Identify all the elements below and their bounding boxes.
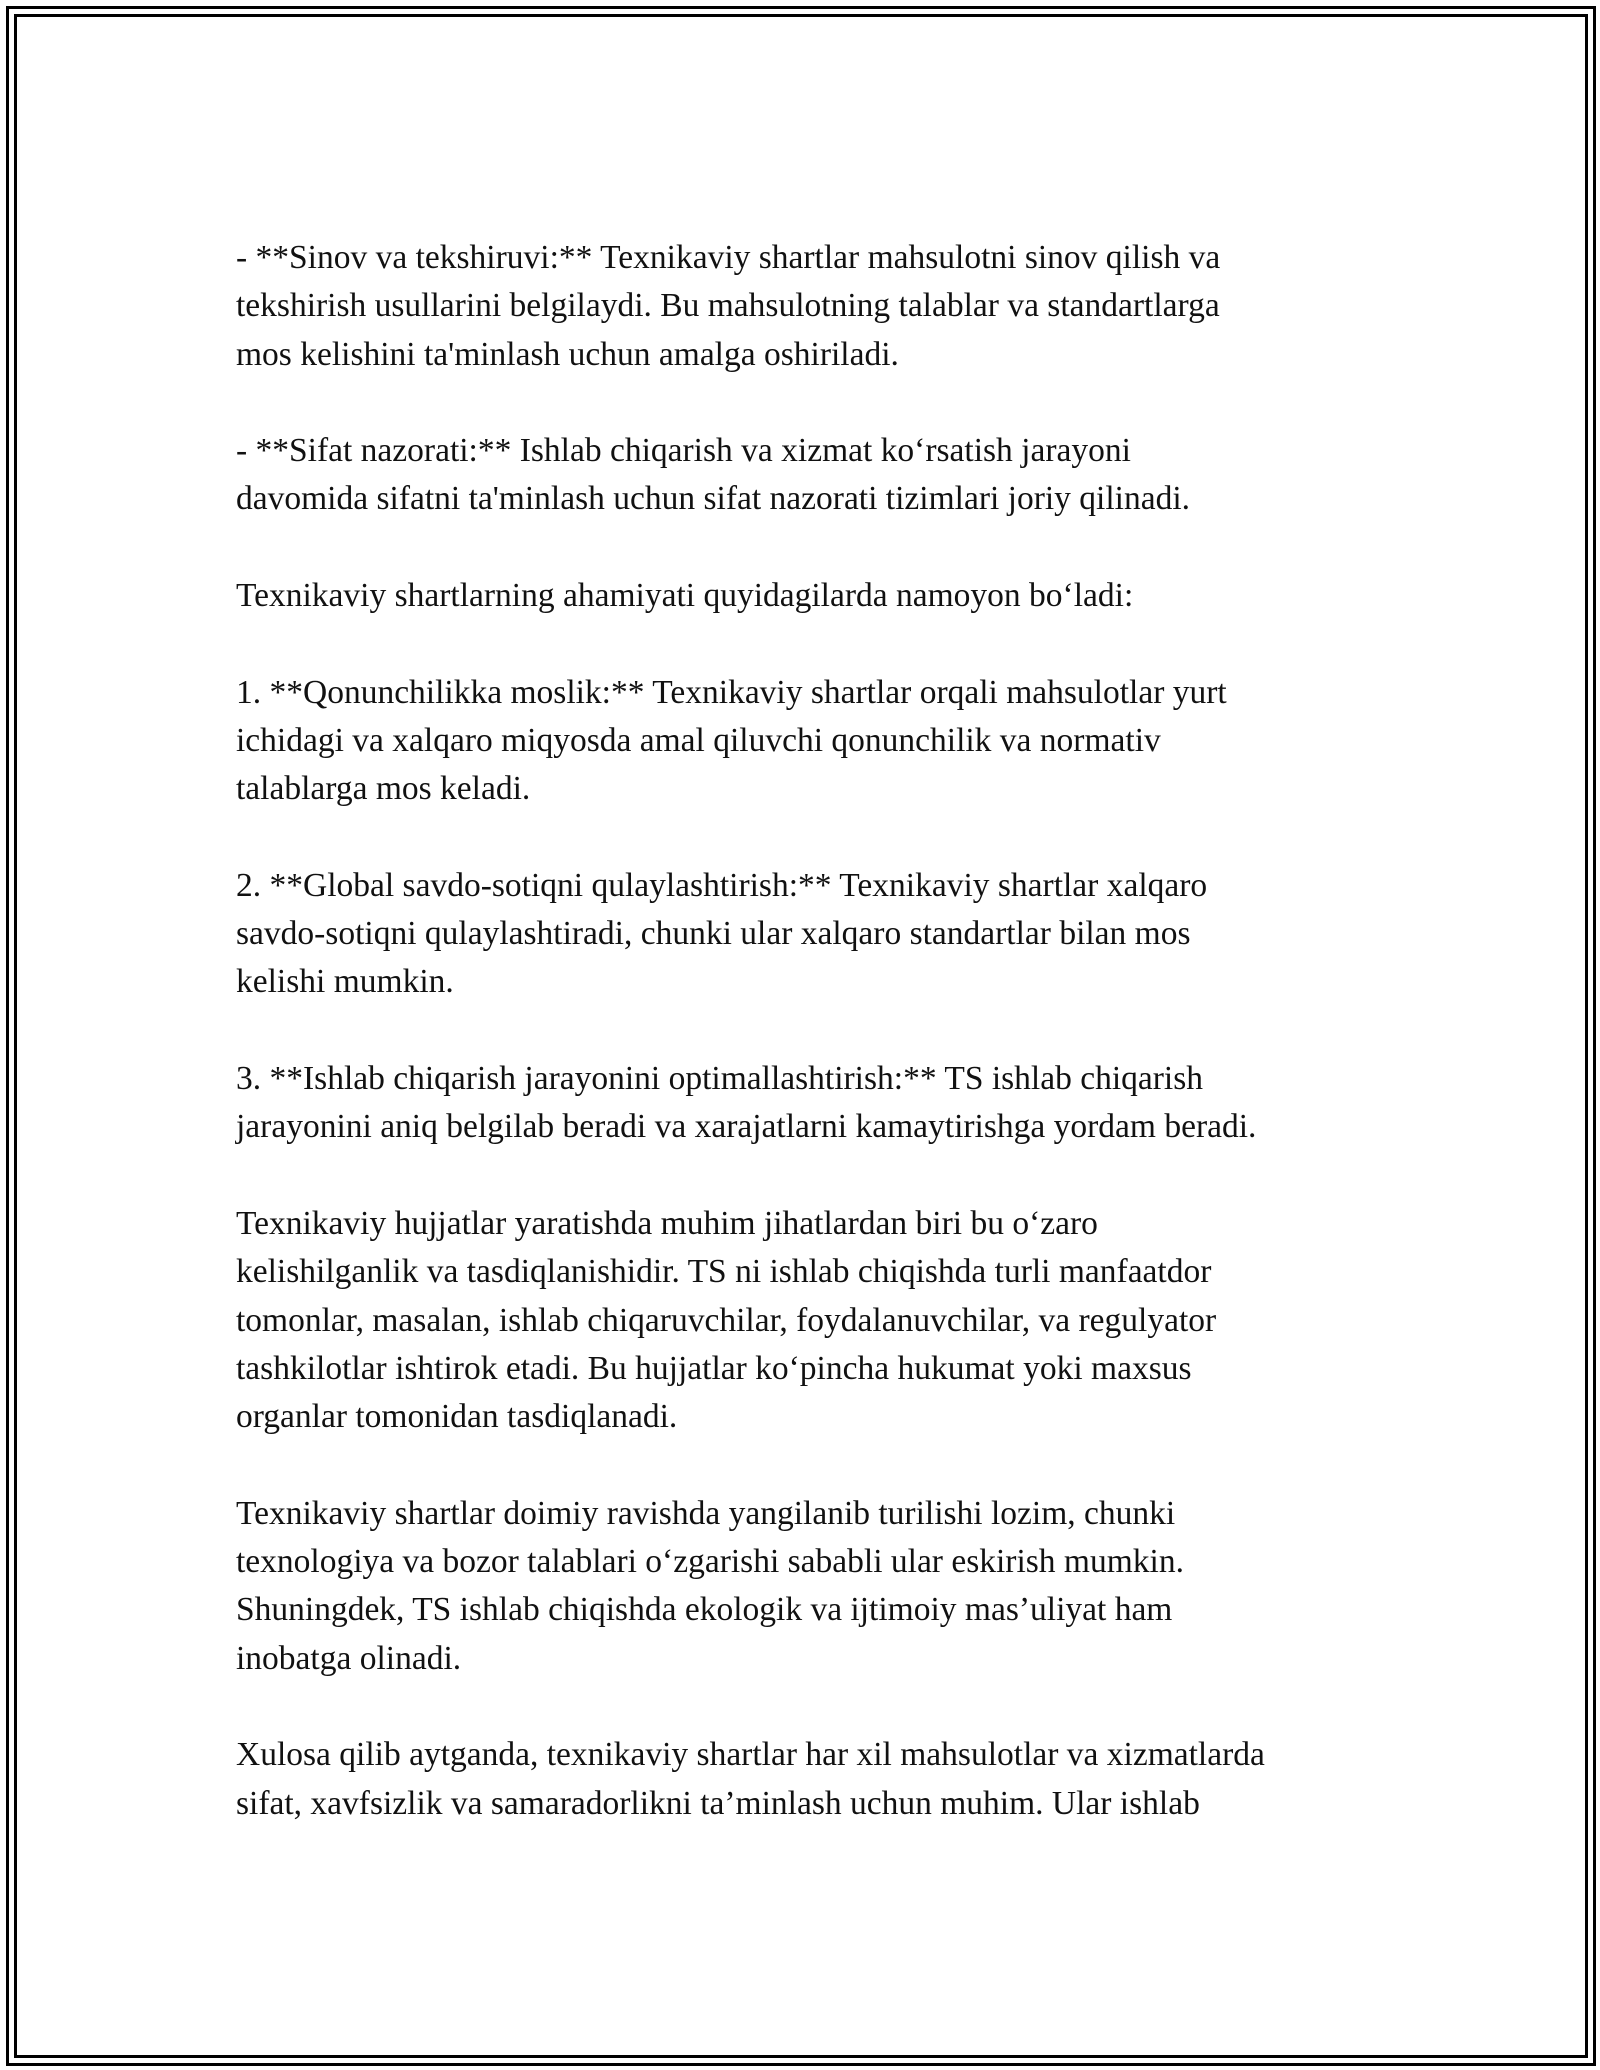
text-line: inobatga olinadi. xyxy=(236,1639,462,1677)
text-line: tomonlar, masalan, ishlab chiqaruvchilar, foydalanuvchilar, va regulyator xyxy=(236,1301,1217,1339)
paragraph-ahamiyati-intro xyxy=(236,572,1386,620)
text-line: talablarga mos keladi. xyxy=(236,770,531,808)
text-line: - **Sinov va tekshiruvi:** Texnikaviy shartlar mahsulotni sinov qilish va xyxy=(236,239,1221,276)
paragraph-sifat-nazorati xyxy=(236,427,1386,524)
text-line: Texnikaviy hujjatlar yaratishda muhim jihatlardan biri bu o‘zaro xyxy=(236,1204,1098,1242)
text-line: 1. **Qonunchilikka moslik:** Texnikaviy shartlar orqali mahsulotlar yurt xyxy=(236,673,1227,711)
paragraph-global-savdo xyxy=(236,862,1386,1007)
paragraph-optimallashtirish xyxy=(236,1055,1386,1152)
text-line: - **Sifat nazorati:** Ishlab chiqarish va xizmat ko‘rsatish jarayoni xyxy=(236,432,1131,470)
paragraph-xulosa xyxy=(236,1731,1386,1828)
text-line: 3. **Ishlab chiqarish jarayonini optimallashtirish:** TS ishlab chiqarish xyxy=(236,1060,1204,1098)
text-line: Shuningdek, TS ishlab chiqishda ekologik va ijtimoiy mas’uliyat ham xyxy=(236,1591,1173,1629)
paragraph-hujjatlar-yaratish xyxy=(236,1200,1386,1441)
text-line: mos kelishini ta'minlash uchun amalga oshiriladi. xyxy=(236,335,899,373)
text-line: kelishilganlik va tasdiqlanishidir. TS ni ishlab chiqishda turli manfaatdor xyxy=(236,1253,1212,1291)
text-line: texnologiya va bozor talablari o‘zgarishi sababli ular eskirish mumkin. xyxy=(236,1543,1184,1581)
text-line: davomida sifatni ta'minlash uchun sifat nazorati tizimlari joriy qilinadi. xyxy=(236,480,1191,518)
document-body xyxy=(236,234,1386,1828)
text-line: tashkilotlar ishtirok etadi. Bu hujjatlar ko‘pincha hukumat yoki maxsus xyxy=(236,1349,1192,1387)
text-line: sifat, xavfsizlik va samaradorlikni ta’minlash uchun muhim. Ular ishlab xyxy=(236,1784,1200,1822)
paragraph-yangilanish xyxy=(236,1490,1386,1683)
text-line: 2. **Global savdo-sotiqni qulaylashtirish:** Texnikaviy shartlar xalqaro xyxy=(236,866,1208,904)
paragraph-qonunchilikka-moslik xyxy=(236,669,1386,814)
text-line: jarayonini aniq belgilab beradi va xarajatlarni kamaytirishga yordam beradi. xyxy=(236,1108,1257,1146)
text-line: tekshirish usullarini belgilaydi. Bu mahsulotning talablar va standartlarga xyxy=(236,287,1220,325)
text-line: Texnikaviy shartlarning ahamiyati quyidagilarda namoyon bo‘ladi: xyxy=(236,577,1134,615)
paragraph-sinov-va-tekshiruvi xyxy=(236,234,1386,379)
text-line: ichidagi va xalqaro miqyosda amal qiluvchi qonunchilik va normativ xyxy=(236,721,1161,759)
text-line: Xulosa qilib aytganda, texnikaviy shartlar har xil mahsulotlar va xizmatlarda xyxy=(236,1736,1265,1774)
text-line: organlar tomonidan tasdiqlanadi. xyxy=(236,1398,678,1436)
text-line: savdo-sotiqni qulaylashtiradi, chunki ular xalqaro standartlar bilan mos xyxy=(236,915,1191,953)
text-line: Texnikaviy shartlar doimiy ravishda yangilanib turilishi lozim, chunki xyxy=(236,1494,1176,1532)
text-line: kelishi mumkin. xyxy=(236,963,454,1001)
